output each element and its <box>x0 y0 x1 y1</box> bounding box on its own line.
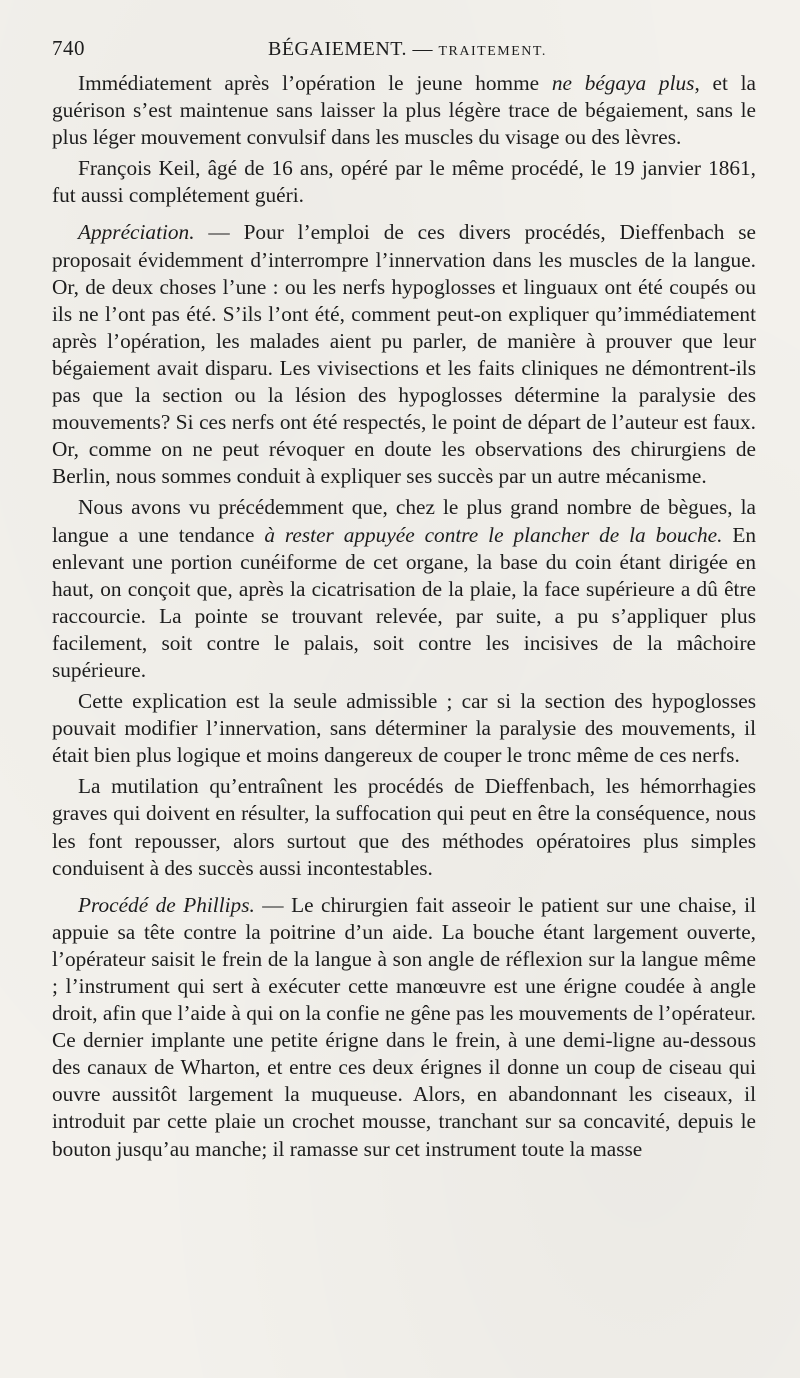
body-text <box>52 70 756 1163</box>
chapter-title: BÉGAIEMENT. <box>268 38 407 60</box>
paragraph-explanation: Cette explication est la seule admissible ; car si la section des hypoglosses pouvait modifier l’innervation, sans déterminer la paralysie des mouvements, il était bien plus logique et moins dangereux de couper le tronc même de ces nerfs. <box>52 689 756 768</box>
title-separator: — <box>412 38 433 60</box>
section-subtitle: TRAITEMENT. <box>438 44 547 59</box>
italic-phrase: ne bégaya plus <box>551 71 695 95</box>
paragraph-appreciation: Appréciation. — Pour l’emploi de ces divers procédés, Dieffenbach se proposait évidemment d’interrompre l’innervation dans les muscles de la langue. Or, de deux choses l’une : ou les nerfs hypoglosses et linguaux ont été coupés ou ils ne l’ont pas été. S’ils l’ont été, comment peut-on expliquer qu’immédiatement après l’opération, les malades aient pu parler, de manière à prouver que leur bégaiement avait disparu. Les vivisections et les faits cliniques ne démontrent-ils pas que la section ou la lésion des hypoglosses détermine la paralysie des mouvements? Si ces nerfs ont été respectés, le point de départ de l’auteur est faux. Or, comme on ne peut révoquer en doute les observations des chirurgiens de Berlin, nous sommes conduit à expliquer ses succès par un autre mécanisme. <box>52 220 756 489</box>
italic-phrase: à rester appuyée contre le plancher de la bouche. <box>264 522 723 547</box>
paragraph-keil-case: François Keil, âgé de 16 ans, opéré par le même procédé, le 19 janvier 1861, fut aussi complétement guéri. <box>52 156 756 208</box>
paragraph-phillips-procedure: Procédé de Phillips. — Le chirurgien fait asseoir le patient sur une chaise, il appuie sa tête contre la poitrine d’un aide. La bouche étant largement ouverte, l’opérateur saisit le frein de la langue à son angle de réflexion sur la langue même ; l’instrument qui sert à exécuter cette manœuvre est une érigne coudée à angle droit, afin que l’aide à qui on la confie ne gêne pas les mouvements de l’opérateur. Ce dernier implante une petite érigne dans le frein, à une demi-ligne au-dessous des canaux de Wharton, et entre ces deux érignes il donne un coup de ciseau qui ouvre aussitôt largement la muqueuse. Alors, en abandonnant les ciseaux, il introduit par cette plaie un crochet mousse, tranchant sur sa concavité, depuis le bouton jusqu’au manche; il ramasse sur cet instrument toute la masse <box>52 892 756 1161</box>
page-number: 740 <box>52 36 85 60</box>
running-head <box>52 36 756 70</box>
section-heading-appreciation: Appréciation. <box>78 220 195 245</box>
paragraph-result: Immédiatement après l’opération le jeune homme ne bégaya plus, et la guérison s’est maintenue sans laisser la plus légère trace de bégaiement, sans le plus léger mouvement convulsif dans les muscles du visage ou des lèvres. <box>52 71 756 150</box>
section-heading-phillips: Procédé de Phillips. <box>78 892 255 917</box>
paragraph-mutilation: La mutilation qu’entraînent les procédés de Dieffenbach, les hémorrhagies graves qui doivent en résulter, la suffocation qui peut en être la conséquence, nous les font repousser, alors surtout que des méthodes opératoires plus simples conduisent à des succès aussi incontestables. <box>52 774 756 880</box>
paragraph-mechanism: Nous avons vu précédemment que, chez le plus grand nombre de bègues, la langue a une tendance à rester appuyée contre le plancher de la bouche. En enlevant une portion cunéiforme de cet organe, la base du coin étant dirigée en haut, on conçoit que, après la cicatrisation de la plaie, la face supérieure a dû être raccourcie. La pointe se trouvant relevée, par suite, a pu s’appliquer plus facilement, soit contre le palais, soit contre les incisives de la mâchoire supérieure. <box>52 495 756 682</box>
running-title <box>172 38 756 61</box>
